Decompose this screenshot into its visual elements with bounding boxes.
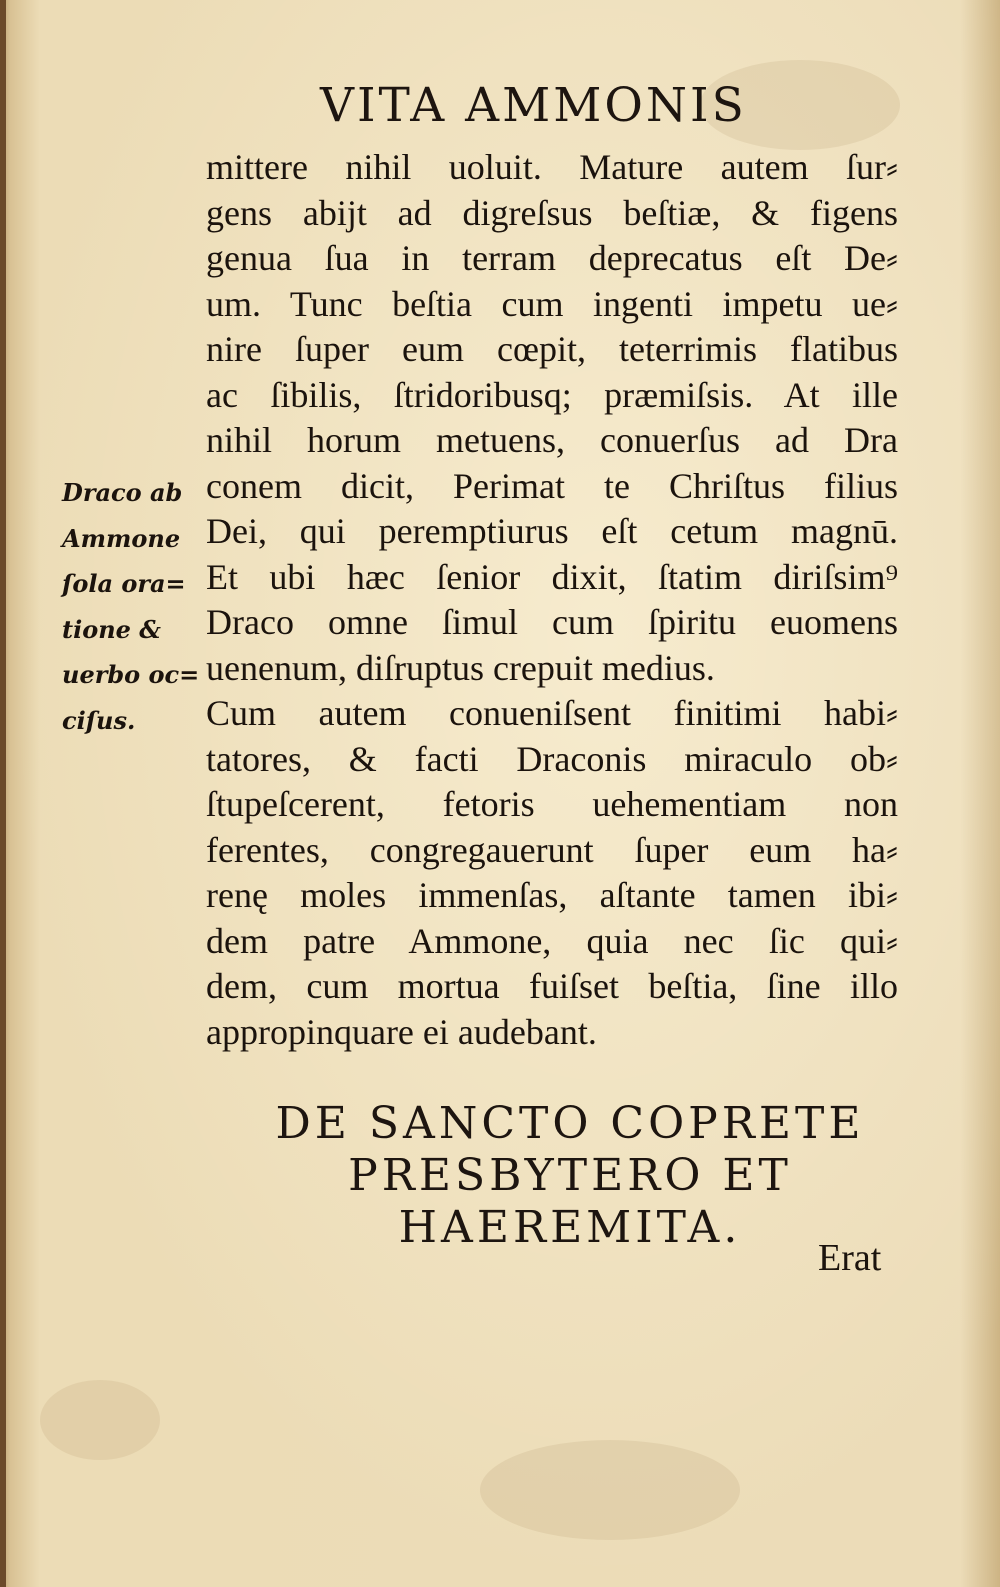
marginal-note-line: tione & — [62, 614, 161, 644]
body-line: mittere nihil uoluit. Mature autem ſur⸗ — [206, 147, 898, 187]
body-line: gens abijt ad digreſsus beſtiæ, & figens — [206, 192, 898, 233]
body-line: tatores, & facti Draconis miraculo ob⸗ — [206, 738, 898, 779]
body-line: renę moles immenſas, aſtante tamen ibi⸗ — [206, 875, 898, 915]
paper-stain — [480, 1440, 740, 1540]
section-heading-line: DE SANCTO COPRETE — [275, 1098, 865, 1149]
body-line: ferentes, congregauerunt ſuper eum ha⸗ — [206, 829, 898, 870]
catchword: Erat — [818, 1237, 882, 1279]
section-heading-line: PRESBYTERO ET — [348, 1150, 792, 1201]
body-line: conem dicit, Perimat te Chriſtus filius — [206, 465, 898, 506]
body-line: nihil horum metuens, conuerſus ad Dra — [206, 420, 898, 460]
binding-edge — [0, 0, 6, 1587]
body-line: dem patre Ammone, quia nec ſic qui⸗ — [206, 920, 898, 961]
body-line: um. Tunc beſtia cum ingenti impetu ue⸗ — [206, 283, 898, 324]
marginal-note-line: Draco ab — [62, 478, 183, 507]
body-line: uenenum, diſruptus crepuit medius. — [206, 647, 715, 688]
marginal-note — [62, 470, 202, 743]
body-line: Cum autem conueniſsent finitimi habi⸗ — [206, 693, 898, 733]
body-line: ſtupeſcerent, fetoris uehementiam non — [206, 784, 898, 824]
body-line: Dei, qui peremptiurus eſt cetum magnū. — [206, 511, 898, 551]
body-line: Et ubi hæc ſenior dixit, ſtatim diriſsim⁹ — [206, 556, 898, 597]
body-line: Draco omne ſimul cum ſpiritu euomens — [206, 602, 898, 642]
section-heading-line: HAEREMITA. — [398, 1202, 742, 1253]
body-line: nire ſuper eum cœpit, teterrimis flatibus — [206, 329, 898, 369]
body-text — [206, 145, 906, 1055]
running-title: VITA AMMONIS — [320, 78, 747, 133]
body-line: ac ſibilis, ſtridoribusq; præmiſsis. At ille — [206, 374, 898, 415]
marginal-note-line: ciſus. — [62, 705, 136, 735]
section-heading — [220, 1098, 920, 1254]
body-line: appropinquare ei audebant. — [206, 1011, 597, 1052]
marginal-note-line: ſola ora= — [62, 569, 186, 598]
marginal-note-line: Ammone — [62, 523, 181, 553]
marginal-note-line: uerbo oc= — [62, 660, 200, 689]
body-line: dem, cum mortua fuiſset beſtia, ſine illo — [206, 966, 898, 1006]
paper-stain — [40, 1380, 160, 1460]
body-line: genua ſua in terram deprecatus eſt De⸗ — [206, 238, 898, 278]
